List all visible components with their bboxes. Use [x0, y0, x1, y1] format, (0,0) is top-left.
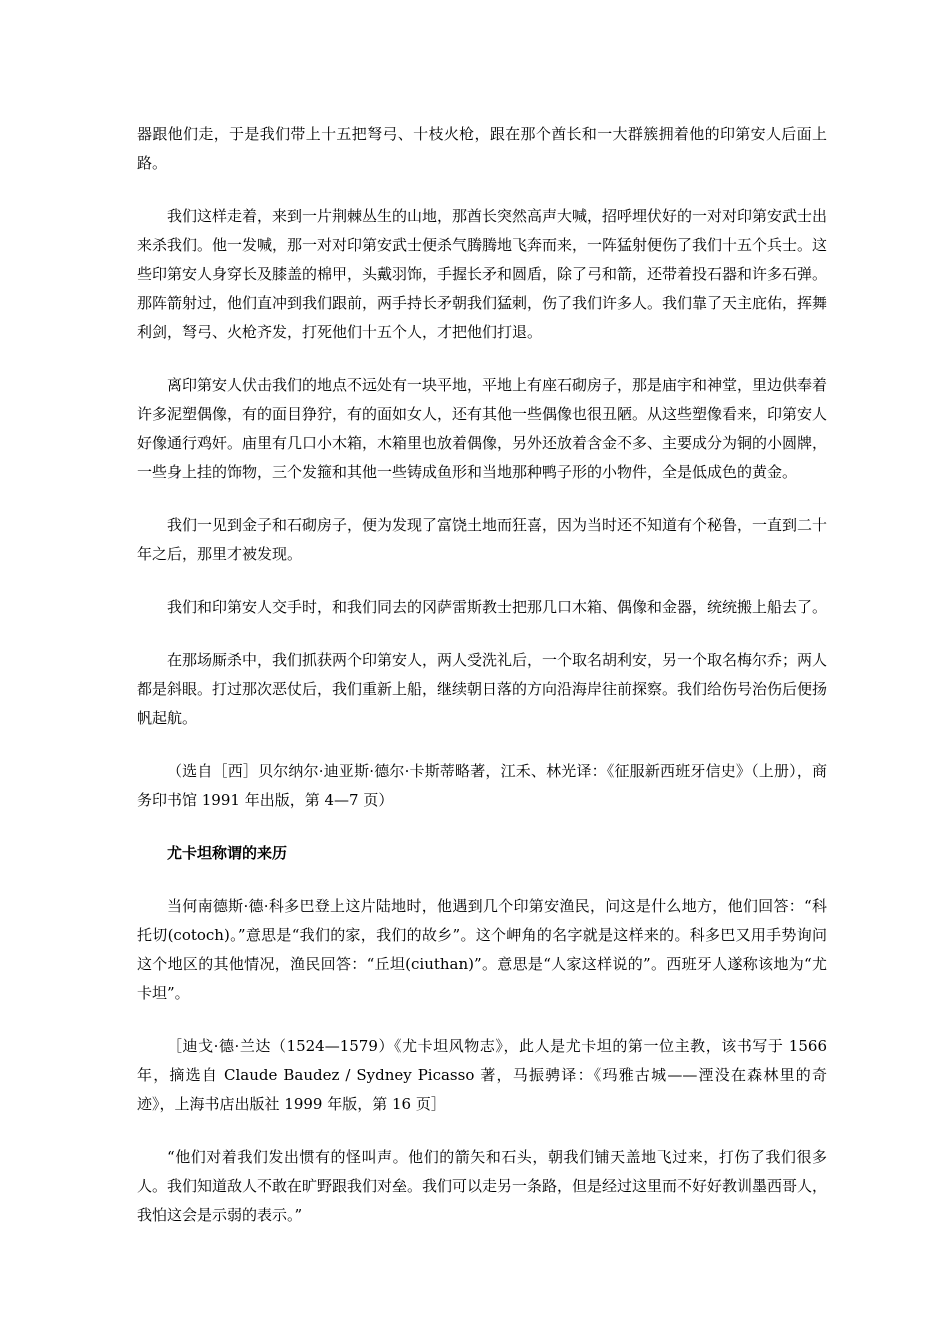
paragraph-yucatan-name: 当何南德斯·德·科多巴登上这片陆地时，他遇到几个印第安渔民，问这是什么地方，他们回答：“科托切(cotoch)。”意思是“我们的家，我们的故乡”。这个岬角的名字就是这样来的。科多巴又用手势询问这个地区的其他情况，渔民回答：“丘坦(ciuthan)”。意思是“人家这样说的”。西班牙人遂称该地为“尤卡坦”。 — [137, 897, 827, 1002]
paragraph-temple: 离印第安人伏击我们的地点不远处有一块平地，平地上有座石砌房子，那是庙宇和神堂，里边供奉着许多泥塑偶像，有的面目狰狞，有的面如女人，还有其他一些偶像也很丑陋。从这些塑像看来，印第安人好像通行鸡奸。庙里有几口小木箱，木箱里也放着偶像，另外还放着含金不多、主要成分为铜的小圆牌，一些身上挂的饰物，三个发箍和其他一些铸成鱼形和当地那种鸭子形的小物件，全是低成色的黄金。 — [137, 376, 828, 481]
paragraph-gap — [137, 622, 827, 646]
section-heading: 尤卡坦称谓的来历 — [167, 844, 288, 862]
paragraph-gap — [137, 487, 827, 511]
paragraph-gap — [137, 347, 827, 371]
paragraph-ambush: 我们这样走着，来到一片荆棘丛生的山地，那酋长突然高声大喊，招呼埋伏好的一对对印第安武士出来杀我们。他一发喊，那一对对印第安武士便杀气腾腾地飞奔而来，一阵猛射便伤了我们十五个兵士。这些印第安人身穿长及膝盖的棉甲，头戴羽饰，手握长矛和圆盾，除了弓和箭，还带着投石器和许多石弹。那阵箭射过，他们直冲到我们跟前，两手持长矛朝我们猛刺，伤了我们许多人。我们靠了天主庇佑，挥舞利剑，弩弓、火枪齐发，打死他们十五个人，才把他们打退。 — [137, 207, 828, 341]
paragraph-gap — [137, 1008, 827, 1032]
document-page — [137, 120, 827, 1230]
paragraph-gap — [137, 1119, 827, 1143]
paragraph-gap — [137, 815, 827, 839]
paragraph-gold: 我们一见到金子和石砌房子，便为发现了富饶土地而狂喜，因为当时还不知道有个秘鲁，一直到二十年之后，那里才被发现。 — [137, 516, 828, 563]
paragraph-quote: “他们对着我们发出惯有的怪叫声。他们的箭矢和石头，朝我们铺天盖地飞过来，打伤了我们很多人。我们知道敌人不敢在旷野跟我们对垒。我们可以走另一条路，但是经过这里而不好好教训墨西哥人，我怕这会是示弱的表示。” — [137, 1148, 828, 1224]
paragraph-priest: 我们和印第安人交手时，和我们同去的冈萨雷斯教士把那几口木箱、偶像和金器，统统搬上船去了。 — [167, 598, 828, 616]
citation-source: （选自［西］贝尔纳尔·迪亚斯·德尔·卡斯蒂略著，江禾、林光译：《征服新西班牙信史》（上册），商务印书馆 1991 年出版，第 4—7 页） — [137, 762, 827, 809]
citation-landa: ［迪戈·德·兰达（1524—1579）《尤卡坦风物志》，此人是尤卡坦的第一位主教，该书写于 1566 年，摘选自 Claude Baudez / Sydney Picasso 著，马振骋译：《玛雅古城——湮没在森林里的奇迹》，上海书店出版社 1999 年版，第 16 页］ — [137, 1037, 827, 1113]
paragraph-continuation: 器跟他们走，于是我们带上十五把弩弓、十枝火枪，跟在那个酋长和一大群簇拥着他的印第安人后面上路。 — [137, 125, 827, 172]
paragraph-gap — [137, 733, 827, 757]
paragraph-gap — [137, 178, 827, 202]
paragraph-captives: 在那场厮杀中，我们抓获两个印第安人，两人受洗礼后，一个取名胡利安，另一个取名梅尔乔；两人都是斜眼。打过那次恶仗后，我们重新上船，继续朝日落的方向沿海岸往前探察。我们给伤号治伤后便扬帆起航。 — [137, 651, 828, 727]
paragraph-gap — [137, 868, 827, 892]
paragraph-gap — [137, 569, 827, 593]
